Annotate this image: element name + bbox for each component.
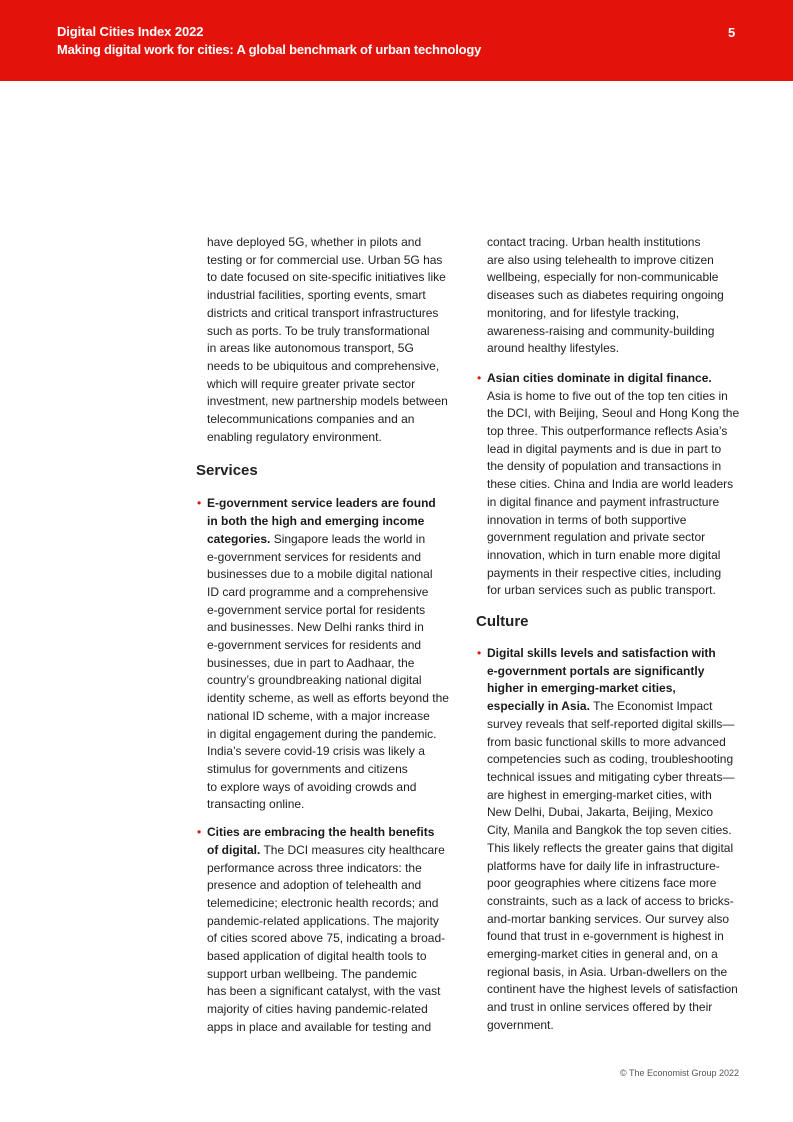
text-line: enabling regulatory environment. [207, 429, 382, 444]
text-line [487, 388, 744, 406]
body-text: has been a significant catalyst, with the vast [207, 984, 441, 999]
text-line [207, 913, 462, 931]
bold-lead-text: Cities are embracing the health benefits [207, 825, 435, 840]
text-line [207, 779, 462, 797]
text-line [207, 895, 462, 913]
bold-lead-text: in both the high and emerging income [207, 514, 425, 529]
body-text: competencies such as coding, troubleshooting [487, 752, 734, 767]
text-line [487, 804, 744, 822]
text-line [207, 566, 462, 584]
body-text: This likely reflects the greater gains that digital [487, 840, 734, 855]
text-line: wellbeing, especially for non-communicable [487, 270, 719, 285]
body-text: innovation in terms of both supportive [487, 512, 687, 527]
text-line: have deployed 5G, whether in pilots and [207, 235, 422, 249]
text-line [207, 860, 462, 878]
body-text: City, Manila and Bangkok the top seven cities. [487, 823, 732, 838]
text-line [207, 842, 462, 860]
body-text: to explore ways of avoiding crowds and [207, 779, 417, 794]
text-line [487, 840, 744, 858]
report-subtitle: Making digital work for cities: A global benchmark of urban technology [57, 42, 482, 57]
bullet-marker: • [477, 370, 482, 385]
text-line: to date focused on site-specific initiatives like [207, 270, 446, 285]
body-text: platforms have for daily life in infrastructure- [487, 858, 720, 873]
text-line [207, 726, 462, 744]
text-line [487, 911, 744, 929]
text-line [207, 531, 462, 549]
text-line: needs to be ubiquitous and comprehensive, [207, 358, 440, 373]
text-line [487, 822, 744, 840]
text-line [207, 637, 462, 655]
body-text: ID card programme and a comprehensive [207, 584, 429, 599]
text-line [207, 495, 462, 513]
body-text: these cities. China and India are world leaders [487, 477, 734, 492]
bold-lead-text: Digital skills levels and satisfaction with [487, 646, 716, 661]
text-line [207, 930, 462, 948]
body-text: of cities scored above 75, indicating a broad- [207, 931, 446, 946]
text-line [487, 698, 744, 716]
body-text: businesses due to a mobile digital national [207, 567, 433, 582]
text-line [487, 582, 744, 600]
body-text: based application of digital health tools to [207, 949, 427, 964]
body-text: for urban services such as public transport. [487, 583, 716, 598]
body-text: apps in place and available for testing and [207, 1019, 432, 1034]
body-text: majority of cities having pandemic-related [207, 1002, 428, 1017]
text-line [487, 441, 744, 459]
body-text: from basic functional skills to more advanced [487, 734, 726, 749]
body-text: support urban wellbeing. The pandemic [207, 966, 417, 981]
body-text: The Economist Impact [589, 699, 713, 714]
body-text: government. [487, 1017, 554, 1032]
section-heading-services: Services [196, 462, 258, 480]
bullet-e-government [196, 495, 462, 814]
text-line: telecommunications companies and an [207, 412, 415, 427]
body-text: e-government services for residents and [207, 638, 422, 653]
text-line [487, 405, 744, 423]
body-text: innovation, which in turn enable more digital [487, 547, 721, 562]
text-line [487, 999, 744, 1017]
body-text: transacting online. [207, 797, 305, 812]
bullet-marker: • [197, 825, 202, 840]
bullet-text [487, 370, 744, 600]
text-line [207, 672, 462, 690]
text-line [207, 824, 462, 842]
section-heading-culture: Culture [476, 613, 529, 631]
left-column [196, 234, 462, 1047]
text-line [487, 547, 744, 565]
copyright-footer: © The Economist Group 2022 [620, 1068, 740, 1078]
text-line [207, 983, 462, 1001]
text-line: diseases such as diabetes requiring ongoing [487, 288, 724, 303]
text-line [487, 734, 744, 752]
bold-lead-text: especially in Asia. [487, 699, 590, 714]
intro-paragraph [476, 234, 744, 358]
text-line: in areas like autonomous transport, 5G [207, 341, 414, 356]
text-line [207, 796, 462, 814]
text-line [207, 690, 462, 708]
text-line [207, 619, 462, 637]
report-title: Digital Cities Index 2022 [57, 24, 204, 39]
text-line: testing or for commercial use. Urban 5G has [207, 252, 443, 267]
text-line [207, 948, 462, 966]
text-line: industrial facilities, sporting events, smart [207, 288, 426, 303]
text-line [207, 761, 462, 779]
text-line [487, 680, 744, 698]
page-header [0, 0, 793, 81]
bold-lead-text: of digital. [207, 842, 261, 857]
text-line [487, 512, 744, 530]
text-line [487, 1017, 744, 1035]
text-line [487, 751, 744, 769]
text-line [207, 513, 462, 531]
text-line [487, 370, 744, 388]
body-text: emerging-market cities in general and, on a [487, 947, 718, 962]
body-text: India’s severe covid-19 crisis was likely a [207, 744, 425, 759]
text-line: investment, new partnership models between [207, 394, 448, 409]
text-line [207, 655, 462, 673]
body-text: national ID scheme, with a major increase [207, 708, 430, 723]
text-line: districts and critical transport infrastructures [207, 305, 439, 320]
text-line: which will require greater private sector [207, 376, 416, 391]
body-text: technical issues and mitigating cyber threats— [487, 769, 735, 784]
bullet-digital-skills [476, 645, 744, 1034]
text-line [487, 769, 744, 787]
text-line [487, 787, 744, 805]
text-line [487, 875, 744, 893]
text-line [487, 529, 744, 547]
text-line: contact tracing. Urban health institutions [487, 235, 701, 249]
body-text: the DCI, with Beijing, Seoul and Hong Kong the [487, 406, 740, 421]
text-line [487, 645, 744, 663]
bold-lead-text: E-government service leaders are found [207, 496, 436, 511]
body-text: performance across three indicators: the [207, 860, 422, 875]
body-text: the density of population and transactions in [487, 459, 722, 474]
body-text: and-mortar banking services. Our survey also [487, 911, 730, 926]
text-line [207, 708, 462, 726]
body-text: identity scheme, as well as efforts beyond the [207, 691, 449, 706]
text-line [207, 1001, 462, 1019]
body-text: pandemic-related applications. The majority [207, 913, 439, 928]
body-text: constraints, such as a lack of access to bricks- [487, 893, 734, 908]
bullet-health [196, 824, 462, 1036]
bullet-text [487, 645, 744, 1034]
body-text: New Delhi, Dubai, Jakarta, Beijing, Mexico [487, 805, 714, 820]
text-line [487, 981, 744, 999]
text-line [207, 584, 462, 602]
body-text: top three. This outperformance reflects Asia’s [487, 424, 728, 439]
bullet-text [207, 495, 462, 814]
body-text: are highest in emerging-market cities, with [487, 787, 712, 802]
bold-lead-text: Asian cities dominate in digital finance. [487, 370, 712, 385]
text-line [207, 1019, 462, 1037]
text-line [487, 476, 744, 494]
body-text: telemedicine; electronic health records; and [207, 895, 439, 910]
body-text: continent have the highest levels of satisfaction [487, 982, 738, 997]
intro-paragraph [196, 234, 462, 446]
bold-lead-text: categories. [207, 531, 271, 546]
text-line: around healthy lifestyles. [487, 341, 620, 356]
body-text: businesses, due in part to Aadhaar, the [207, 655, 415, 670]
bold-lead-text: higher in emerging-market cities, [487, 681, 676, 696]
text-line [487, 928, 744, 946]
bullet-text [207, 824, 462, 1036]
text-line: monitoring, and for lifestyle tracking, [487, 305, 680, 320]
text-line: such as ports. To be truly transformational [207, 323, 430, 338]
bullet-digital-finance [476, 370, 744, 600]
text-line [487, 893, 744, 911]
body-text: and businesses. New Delhi ranks third in [207, 620, 424, 635]
body-text: lead in digital payments and is due in part to [487, 441, 722, 456]
body-text: in digital engagement during the pandemic. [207, 726, 437, 741]
bullet-marker: • [477, 646, 482, 661]
body-text: Asia is home to five out of the top ten cities in [487, 388, 728, 403]
body-text: survey reveals that self-reported digital skills— [487, 716, 735, 731]
text-line: are also using telehealth to improve citizen [487, 252, 714, 267]
text-line [487, 458, 744, 476]
text-line [487, 423, 744, 441]
text-line [487, 946, 744, 964]
right-column [476, 234, 744, 1045]
text-line [207, 877, 462, 895]
text-line [487, 964, 744, 982]
bullet-marker: • [197, 496, 202, 511]
text-line [487, 716, 744, 734]
body-text: stimulus for governments and citizens [207, 761, 408, 776]
page-number: 5 [728, 25, 736, 40]
text-line [207, 966, 462, 984]
body-text: regional basis, in Asia. Urban-dwellers on the [487, 964, 728, 979]
body-text: Singapore leads the world in [270, 531, 426, 546]
body-text: e-government services for residents and [207, 549, 422, 564]
body-text: in digital finance and payment infrastructure [487, 494, 720, 509]
body-text: The DCI measures city healthcare [260, 842, 445, 857]
text-line [207, 743, 462, 761]
body-text: payments in their respective cities, including [487, 565, 722, 580]
text-line [487, 663, 744, 681]
text-line [487, 565, 744, 583]
body-text: and trust in online services offered by their [487, 1000, 713, 1015]
text-line [207, 549, 462, 567]
text-line [487, 494, 744, 512]
body-text: poor geographies where citizens face more [487, 876, 717, 891]
text-line [207, 602, 462, 620]
body-text: country’s groundbreaking national digital [207, 673, 422, 688]
body-text: e-government service portal for residents [207, 602, 426, 617]
text-line [487, 858, 744, 876]
bold-lead-text: e-government portals are significantly [487, 663, 705, 678]
body-text: found that trust in e-government is highest in [487, 929, 724, 944]
body-text: presence and adoption of telehealth and [207, 878, 422, 893]
body-text: government regulation and private sector [487, 530, 706, 545]
text-line: awareness-raising and community-building [487, 323, 715, 338]
